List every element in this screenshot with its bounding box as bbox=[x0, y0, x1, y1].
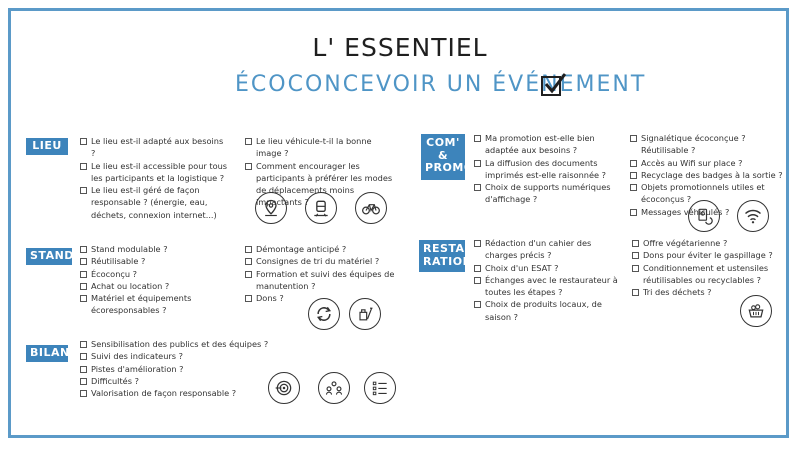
checklist-item: Conditionnement et ustensiles réutilisables ou recyclables ? bbox=[632, 262, 792, 287]
checklist-item: Offre végétarienne ? bbox=[632, 237, 792, 249]
stand-list-2 bbox=[245, 243, 395, 304]
checklist-item: Réutilisable ? bbox=[80, 255, 240, 267]
checkmark-icon bbox=[541, 76, 561, 96]
checklist-item: Tri des déchets ? bbox=[632, 286, 792, 298]
tag-resto-line2: RATION bbox=[423, 254, 473, 268]
checklist-item: Matériel et équipements écoresponsables ? bbox=[80, 292, 240, 317]
train-icon bbox=[305, 192, 337, 224]
bicycle-icon bbox=[355, 192, 387, 224]
checklist-item: Suivi des indicateurs ? bbox=[80, 350, 280, 362]
bilan-list bbox=[80, 338, 280, 399]
tag-bilan: BILAN bbox=[26, 345, 68, 362]
checklist-item: Le lieu est-il géré de façon responsable ? (énergie, eau, déchets, connexion internet...) bbox=[80, 184, 230, 221]
checklist-item: La diffusion des documents imprimés est-elle raisonnée ? bbox=[474, 157, 624, 182]
checklist-icon bbox=[364, 372, 396, 404]
badge-recycle-icon bbox=[688, 200, 720, 232]
checklist-item: Ma promotion est-elle bien adaptée aux besoins ? bbox=[474, 132, 624, 157]
checklist-item: Sensibilisation des publics et des équipes ? bbox=[80, 338, 280, 350]
checklist-item: Rédaction d'un cahier des charges précis ? bbox=[474, 237, 624, 262]
checklist-item: Objets promotionnels utiles et écoconçus ? bbox=[630, 181, 790, 206]
location-pin-icon bbox=[255, 192, 287, 224]
checklist-item: Le lieu est-il accessible pour tous les participants et la logistique ? bbox=[80, 160, 230, 185]
checklist-item: Comment encourager les participants à préférer les modes de déplacements moins impactants ? bbox=[245, 160, 395, 209]
tag-stand: STAND bbox=[26, 248, 72, 265]
checklist-item: Achat ou location ? bbox=[80, 280, 240, 292]
checklist-item: Dons pour éviter le gaspillage ? bbox=[632, 249, 792, 261]
checklist-item: Signalétique écoconçue ? Réutilisable ? bbox=[630, 132, 790, 157]
lieu-list-1 bbox=[80, 135, 230, 221]
tag-lieu: LIEU bbox=[26, 138, 68, 155]
checklist-item: Choix de supports numériques d'affichage ? bbox=[474, 181, 624, 206]
checklist-item: Accès au Wifi sur place ? bbox=[630, 157, 790, 169]
page-subtitle: ÉCOCONCEVOIR UN ÉVÉNEMENT bbox=[235, 72, 647, 97]
checklist-item: Échanges avec le restaurateur à toutes les étapes ? bbox=[474, 274, 624, 299]
recycle-icon bbox=[308, 298, 340, 330]
page-title: L' ESSENTIEL bbox=[312, 33, 488, 62]
toolbox-icon bbox=[349, 298, 381, 330]
checklist-item: Difficultés ? bbox=[80, 375, 280, 387]
checklist-item: Le lieu est-il adapté aux besoins ? bbox=[80, 135, 230, 160]
target-icon bbox=[268, 372, 300, 404]
checklist-item: Messages véhiculés ? bbox=[630, 206, 790, 218]
wifi-icon bbox=[737, 200, 769, 232]
checklist-item: Recyclage des badges à la sortie ? bbox=[630, 169, 790, 181]
com-list-1 bbox=[474, 132, 624, 206]
people-icon bbox=[318, 372, 350, 404]
food-basket-icon bbox=[740, 295, 772, 327]
tag-resto-line1: RESTAU- bbox=[423, 242, 479, 255]
checklist-item: Valorisation de façon responsable ? bbox=[80, 387, 280, 399]
tag-com-line1: COM' bbox=[426, 136, 460, 149]
tag-com-line2: & bbox=[437, 148, 449, 162]
checklist-item: Choix de produits locaux, de saison ? bbox=[474, 298, 624, 323]
checklist-item: Démontage anticipé ? bbox=[245, 243, 395, 255]
resto-list-1 bbox=[474, 237, 624, 323]
checklist-item: Écoconçu ? bbox=[80, 268, 240, 280]
resto-list-2 bbox=[632, 237, 792, 298]
checklist-item: Pistes d'amélioration ? bbox=[80, 363, 280, 375]
checklist-item: Dons ? bbox=[245, 292, 395, 304]
tag-com-line3: PROMO bbox=[425, 161, 474, 175]
checklist-item: Stand modulable ? bbox=[80, 243, 240, 255]
stand-list-1 bbox=[80, 243, 240, 317]
tag-com-promo bbox=[421, 134, 474, 180]
checklist-item: Choix d'un ESAT ? bbox=[474, 262, 624, 274]
checklist-item: Consignes de tri du matériel ? bbox=[245, 255, 395, 267]
checklist-item: Le lieu véhicule-t-il la bonne image ? bbox=[245, 135, 395, 160]
checklist-item: Formation et suivi des équipes de manutention ? bbox=[245, 268, 395, 293]
tag-restauration bbox=[419, 240, 479, 272]
